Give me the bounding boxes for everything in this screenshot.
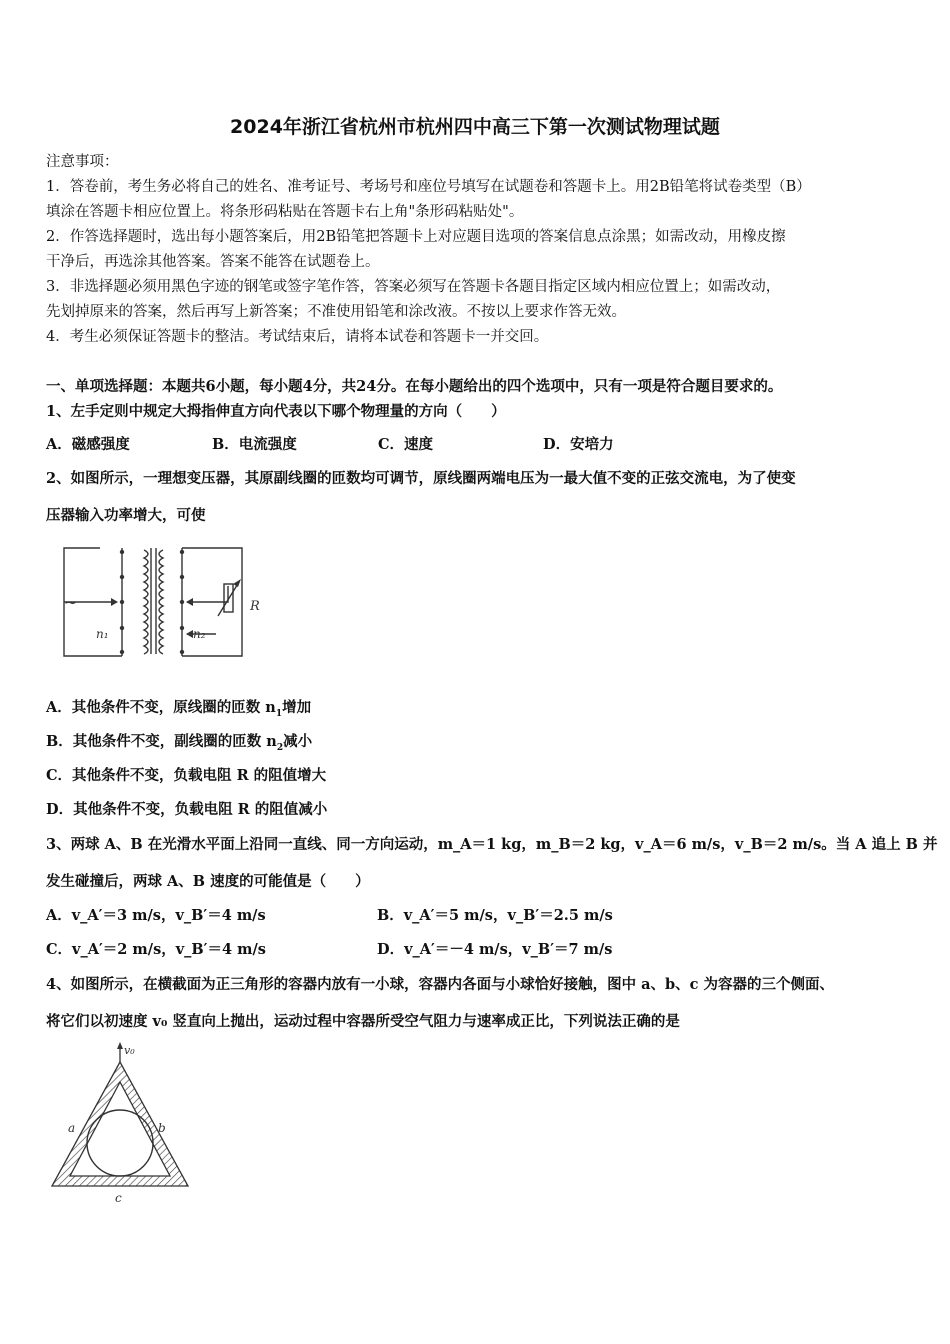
q1-option-a: A．磁感强度 xyxy=(46,436,130,453)
q3-option-b: B．v_A′＝5 m/s，v_B′＝2.5 m/s xyxy=(377,907,613,924)
q2-option-b-suffix: 减小 xyxy=(283,733,313,750)
q1-option-b: B．电流强度 xyxy=(212,436,297,453)
notice-line-3: 2．作答选择题时，选出每小题答案后，用2B铅笔把答题卡上对应题目选项的答案信息点涂黑；如需改动，用橡皮擦 xyxy=(46,229,786,245)
q2-option-a xyxy=(46,698,311,724)
v0-label: v₀ xyxy=(124,1044,135,1057)
ac-source-symbol: ~ xyxy=(64,593,78,612)
page-title: 2024年浙江省杭州市杭州四中高三下第一次测试物理试题 xyxy=(230,116,720,138)
q2-option-a-subscript: 1 xyxy=(275,708,283,719)
transformer-figure xyxy=(52,538,272,666)
q1-option-d: D．安培力 xyxy=(543,436,614,453)
section-heading: 一、单项选择题：本题共6小题，每小题4分，共24分。在每小题给出的四个选项中，只有一项是符合题目要求的。 xyxy=(46,378,783,395)
notice-heading: 注意事项： xyxy=(46,154,119,170)
q2-option-a-suffix: 增加 xyxy=(282,699,312,716)
q1-option-c: C．速度 xyxy=(378,436,434,453)
notice-line-7: 4．考生必须保证答题卡的整洁。考试结束后，请将本试卷和答题卡一并交回。 xyxy=(46,329,549,345)
notice-line-1: 1．答卷前，考生务必将自己的姓名、准考证号、考场号和座位号填写在试题卷和答题卡上。用2B铅笔将试卷类型（B） xyxy=(46,179,811,195)
q4-stem-line-2: 将它们以初速度 v₀ 竖直向上抛出，运动过程中容器所受空气阻力与速率成正比，下列说法正确的是 xyxy=(46,1013,680,1030)
q2-option-d: D．其他条件不变，负载电阻 R 的阻值减小 xyxy=(46,801,328,818)
q2-option-b-text: B．其他条件不变，副线圈的匝数 n xyxy=(46,733,277,750)
notice-line-4: 干净后，再选涂其他答案。答案不能答在试题卷上。 xyxy=(46,254,380,270)
n2-label: n₂ xyxy=(193,627,206,641)
side-c-label: c xyxy=(115,1191,122,1205)
q2-option-a-text: A．其他条件不变，原线圈的匝数 n xyxy=(46,699,276,716)
side-b-label: b xyxy=(158,1121,166,1135)
resistor-label: R xyxy=(250,599,260,614)
q1-stem: 1、左手定则中规定大拇指伸直方向代表以下哪个物理量的方向（ ） xyxy=(46,403,506,420)
notice-line-6: 先划掉原来的答案，然后再写上新答案；不准使用铅笔和涂改液。不按以上要求作答无效。 xyxy=(46,304,626,320)
q3-option-d: D．v_A′＝－4 m/s，v_B′＝7 m/s xyxy=(377,941,613,958)
q3-stem-line-2: 发生碰撞后，两球 A、B 速度的可能值是（ ） xyxy=(46,873,370,890)
side-a-label: a xyxy=(68,1121,76,1135)
q2-stem-line-1: 2、如图所示，一理想变压器，其原副线圈的匝数均可调节，原线圈两端电压为一最大值不变的正弦交流电，为了使变 xyxy=(46,470,796,487)
q3-option-a: A．v_A′＝3 m/s，v_B′＝4 m/s xyxy=(46,907,266,924)
q2-option-b-subscript: 2 xyxy=(276,742,284,753)
q3-option-c: C．v_A′＝2 m/s，v_B′＝4 m/s xyxy=(46,941,266,958)
q4-stem-line-1: 4、如图所示，在横截面为正三角形的容器内放有一小球，容器内各面与小球恰好接触，图中 a、b、c 为容器的三个侧面、 xyxy=(46,976,835,993)
notice-line-2: 填涂在答题卡相应位置上。将条形码粘贴在答题卡右上角"条形码粘贴处"。 xyxy=(46,204,524,220)
n1-label: n₁ xyxy=(96,627,109,641)
q3-stem-line-1: 3、两球 A、B 在光滑水平面上沿同一直线、同一方向运动，m_A＝1 kg，m_B＝2 kg，v_A＝6 m/s，v_B＝2 m/s。当 A 追上 B 并 xyxy=(46,836,938,853)
notice-line-5: 3．非选择题必须用黑色字迹的钢笔或签字笔作答，答案必须写在答题卡各题目指定区域内相应位置上；如需改动， xyxy=(46,279,781,295)
triangle-container-figure xyxy=(48,1040,218,1208)
q2-option-c: C．其他条件不变，负载电阻 R 的阻值增大 xyxy=(46,767,327,784)
q2-option-b xyxy=(46,732,312,758)
q2-stem-line-2: 压器输入功率增大，可使 xyxy=(46,507,206,524)
